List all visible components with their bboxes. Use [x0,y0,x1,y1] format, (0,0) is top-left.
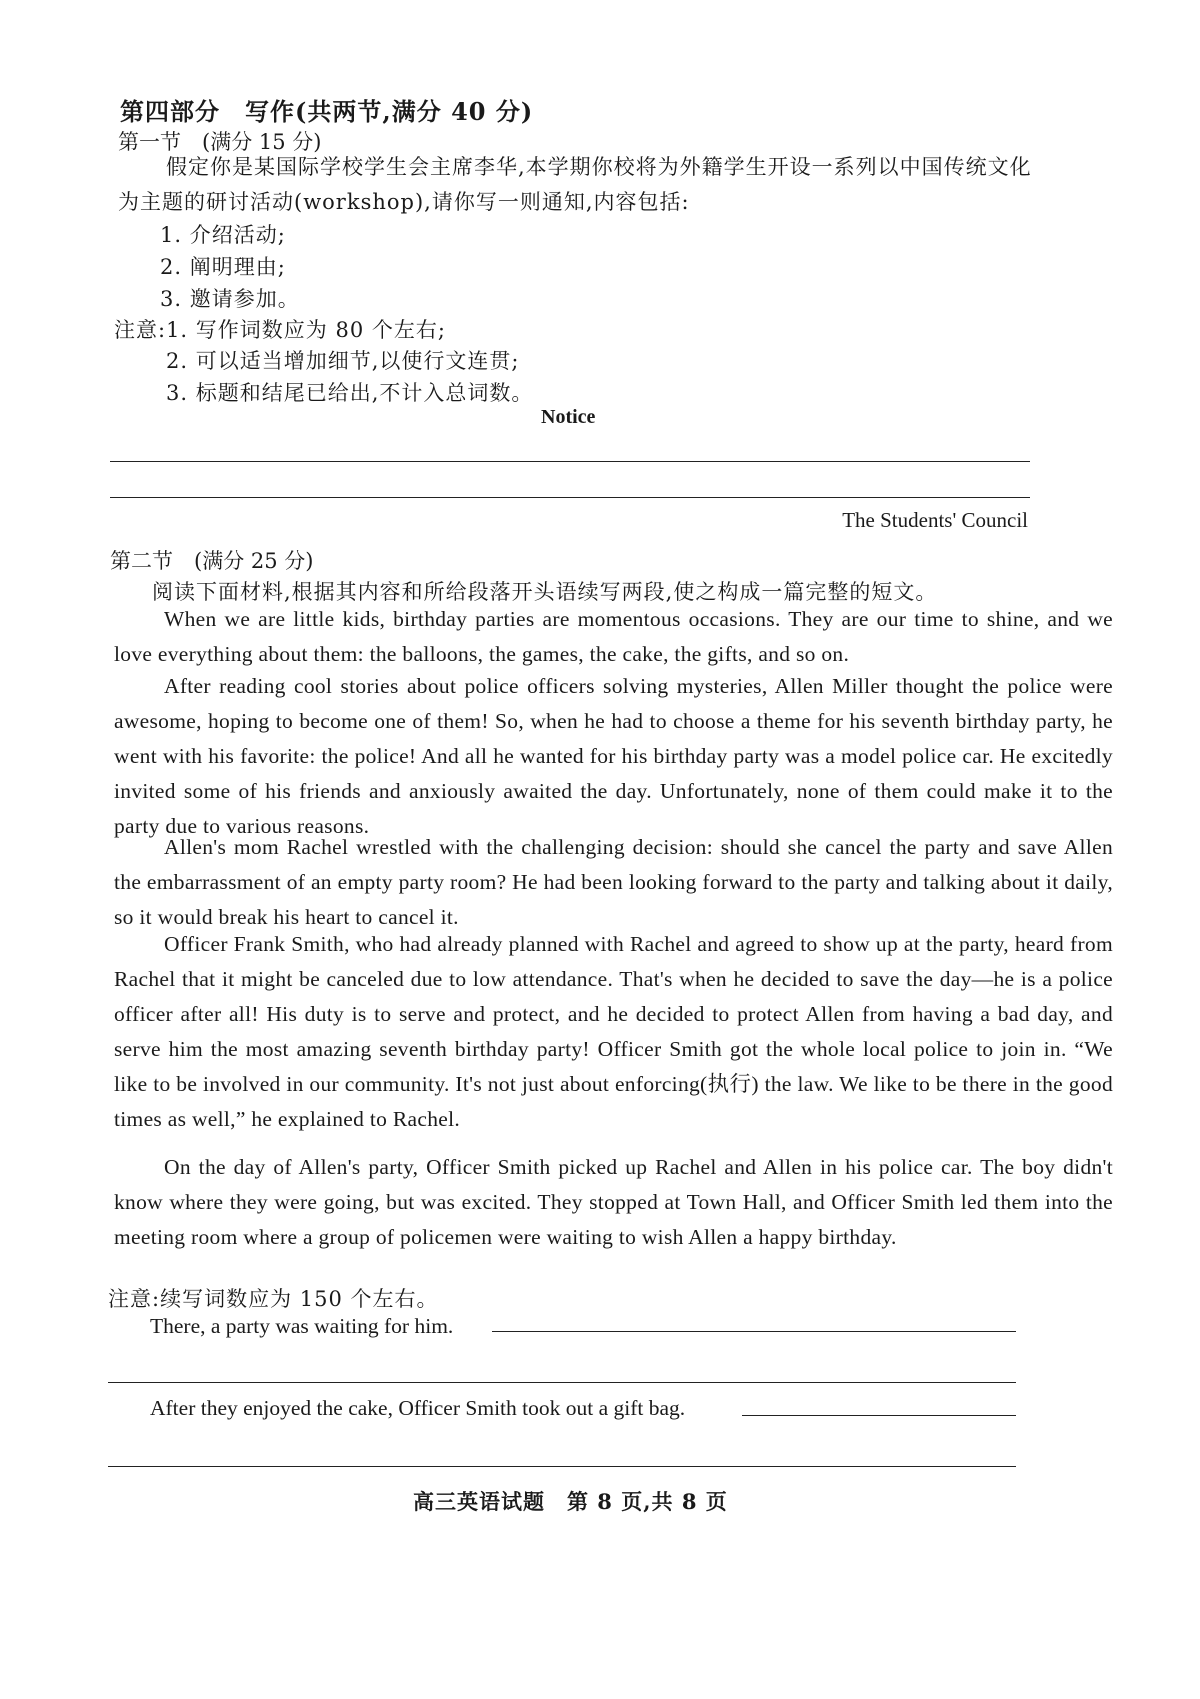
continuation-line-1[interactable] [108,1382,1016,1383]
writing-line-2[interactable] [110,497,1030,498]
part-title: 第四部分 写作(共两节,满分 40 分) [120,97,534,126]
section1-item-3: 3. 邀请参加。 [160,287,300,311]
section2-note: 注意:续写词数应为 150 个左右。 [108,1287,439,1311]
story-paragraph-5: On the day of Allen's party, Officer Smith picked up Rachel and Allen in his police car. The boy didn't know where they were going, but was excited. They stopped at Town Hall, and Officer Smith led them into the meeting room where a group of policemen were waiting to wish Allen a happy birthday. [114,1155,1113,1249]
section1-note-2: 2. 可以适当增加细节,以使行文连贯; [166,349,520,373]
page-footer: 高三英语试题 第 8 页,共 8 页 [413,1489,728,1514]
story-paragraph-4: Officer Frank Smith, who had already planned with Rachel and agreed to show up at the party, heard from Rachel that it might be canceled due to low attendance. That's when he decided to save the day—he is a police officer after all! His duty is to serve and protect, and he decided to protect Allen from having a bad day, and serve him the most amazing seventh birthday party! Officer Smith got the whole local police to join in. “We like to be involved in our community. It's not just about enforcing(执行) the law. We like to be there in the good times as well,” he explained to Rachel. [114,932,1113,1131]
story-paragraph-1: When we are little kids, birthday parties are momentous occasions. They are our time to shine, and we love everything about them: the balloons, the games, the cake, the gifts, and so on. [114,607,1113,666]
section1-note-1: 注意:1. 写作词数应为 80 个左右; [114,318,446,342]
section1-item-1: 1. 介绍活动; [160,223,286,247]
section2-instruction: 阅读下面材料,根据其内容和所给段落开头语续写两段,使之构成一篇完整的短文。 [152,580,938,604]
story-paragraph-2: After reading cool stories about police officers solving mysteries, Allen Miller thought the police were awesome, hoping to become one of them! So, when he had to choose a theme for his seventh birthday party, he went with his favorite: the police! And all he wanted for his birthday party was a model police car. He excitedly invited some of his friends and anxiously awaited the day. Unfortunately, none of them could make it to the party due to various reasons. [114,674,1113,838]
section1-item-2: 2. 阐明理由; [160,255,286,279]
section1-note-3: 3. 标题和结尾已给出,不计入总词数。 [166,381,534,405]
story-paragraph-3: Allen's mom Rachel wrestled with the challenging decision: should she cancel the party and save Allen the embarrassment of an empty party room? He had been looking forward to the party and talking about it daily, so it would break his heart to cancel it. [114,835,1113,929]
section1-prompt-line2: 为主题的研讨活动(workshop),请你写一则通知,内容包括: [118,190,690,214]
section1-heading: 第一节 (满分 15 分) [118,130,322,154]
writing-line-1[interactable] [110,461,1030,462]
continuation-1-blank[interactable] [492,1331,1016,1332]
continuation-2-label: After they enjoyed the cake, Officer Smith took out a gift bag. [150,1396,686,1420]
continuation-2-blank[interactable] [742,1415,1016,1416]
continuation-1-label: There, a party was waiting for him. [150,1314,454,1338]
notice-title: Notice [541,406,596,428]
continuation-line-2[interactable] [108,1466,1016,1467]
section2-heading: 第二节 (满分 25 分) [110,549,314,573]
signature: The Students' Council [842,508,1028,532]
section1-prompt-line1: 假定你是某国际学校学生会主席李华,本学期你校将为外籍学生开设一系列以中国传统文化 [166,155,1032,179]
